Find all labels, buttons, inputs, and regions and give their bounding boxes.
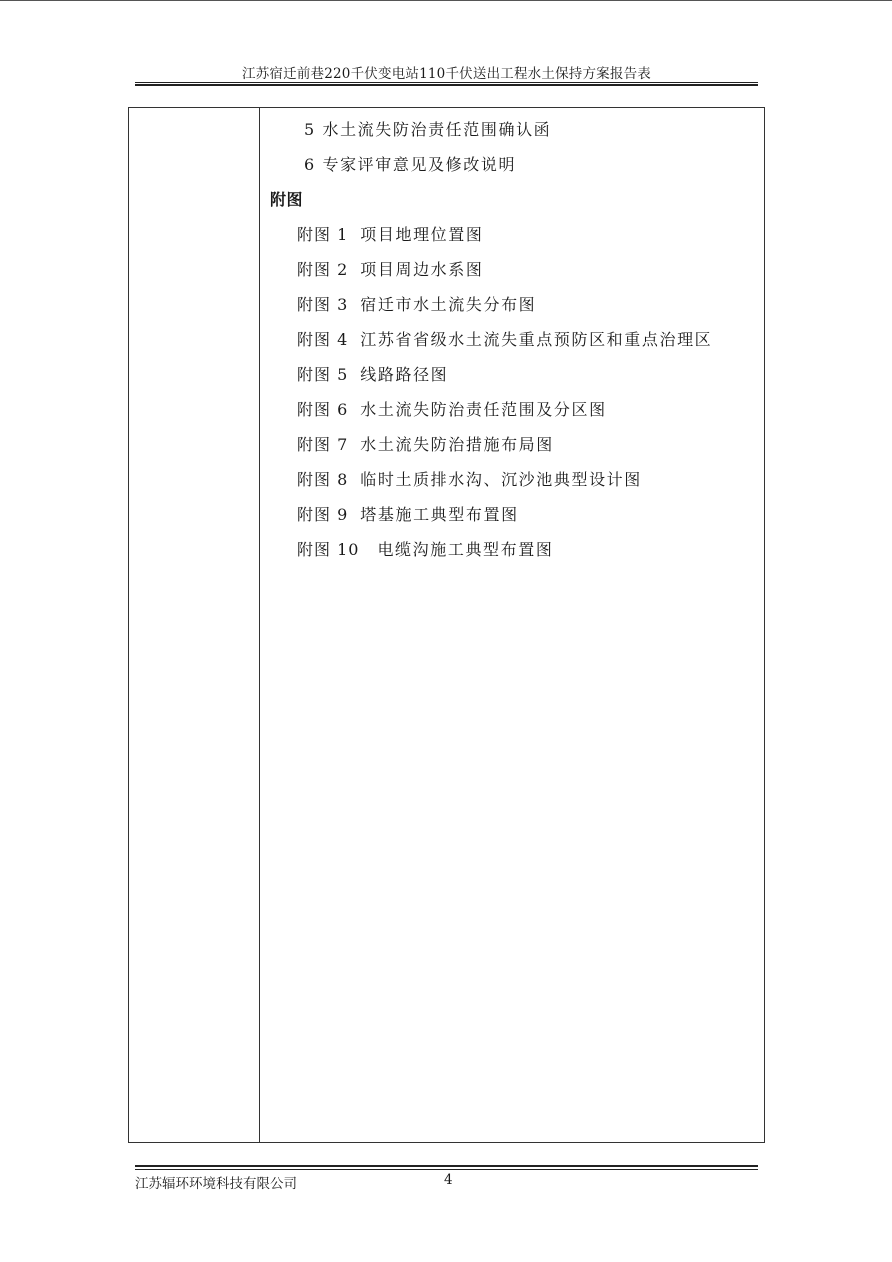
figure-item — [297, 502, 519, 525]
appendix-item-6 — [304, 152, 516, 175]
figure-label: 附图 9 — [297, 505, 349, 524]
table-label-column — [129, 108, 260, 1142]
figure-title: 水土流失防治措施布局图 — [360, 435, 554, 454]
page-number: 4 — [444, 1172, 453, 1188]
figure-label: 附图 6 — [297, 400, 349, 419]
figure-title: 临时土质排水沟、沉沙池典型设计图 — [360, 470, 642, 489]
page-top-border — [0, 0, 892, 1]
figure-label: 附图 4 — [297, 330, 349, 349]
figure-title: 江苏省省级水土流失重点预防区和重点治理区 — [360, 330, 713, 349]
header-rule — [135, 82, 758, 83]
appendix-item-5 — [304, 117, 551, 140]
figure-label: 附图 10 — [297, 540, 360, 559]
figure-item — [297, 222, 483, 245]
figure-title: 电缆沟施工典型布置图 — [377, 540, 554, 559]
figure-title: 项目周边水系图 — [360, 260, 484, 279]
figure-label: 附图 1 — [297, 225, 349, 244]
figure-item — [297, 327, 712, 350]
appendix-title: 水土流失防治责任范围确认函 — [322, 120, 552, 139]
figure-title: 线路路径图 — [360, 365, 449, 384]
figures-section-heading: 附图 — [270, 190, 304, 209]
footer-company-name: 江苏辐环环境科技有限公司 — [135, 1176, 297, 1192]
figure-label: 附图 5 — [297, 365, 349, 384]
report-table — [128, 107, 765, 1143]
figure-title: 水土流失防治责任范围及分区图 — [360, 400, 607, 419]
header-rule-thick — [135, 84, 758, 86]
appendix-title: 专家评审意见及修改说明 — [322, 155, 517, 174]
figure-title: 塔基施工典型布置图 — [360, 505, 519, 524]
figure-item — [297, 397, 607, 420]
figure-item — [297, 467, 642, 490]
appendix-number: 5 — [304, 120, 316, 139]
figure-label: 附图 2 — [297, 260, 349, 279]
figure-title: 宿迁市水土流失分布图 — [360, 295, 537, 314]
footer-rule-thick — [135, 1165, 758, 1167]
table-content-column — [260, 108, 764, 1142]
figure-item — [297, 362, 448, 385]
figure-label: 附图 7 — [297, 435, 349, 454]
figure-item — [297, 432, 554, 455]
figure-label: 附图 3 — [297, 295, 349, 314]
page-header-title: 江苏宿迁前巷220千伏变电站110千伏送出工程水土保持方案报告表 — [242, 66, 651, 82]
appendix-number: 6 — [304, 155, 316, 174]
figure-title: 项目地理位置图 — [360, 225, 484, 244]
footer-rule — [135, 1169, 758, 1170]
figure-item — [297, 257, 483, 280]
figure-item — [297, 537, 553, 560]
figure-item — [297, 292, 536, 315]
figure-label: 附图 8 — [297, 470, 349, 489]
